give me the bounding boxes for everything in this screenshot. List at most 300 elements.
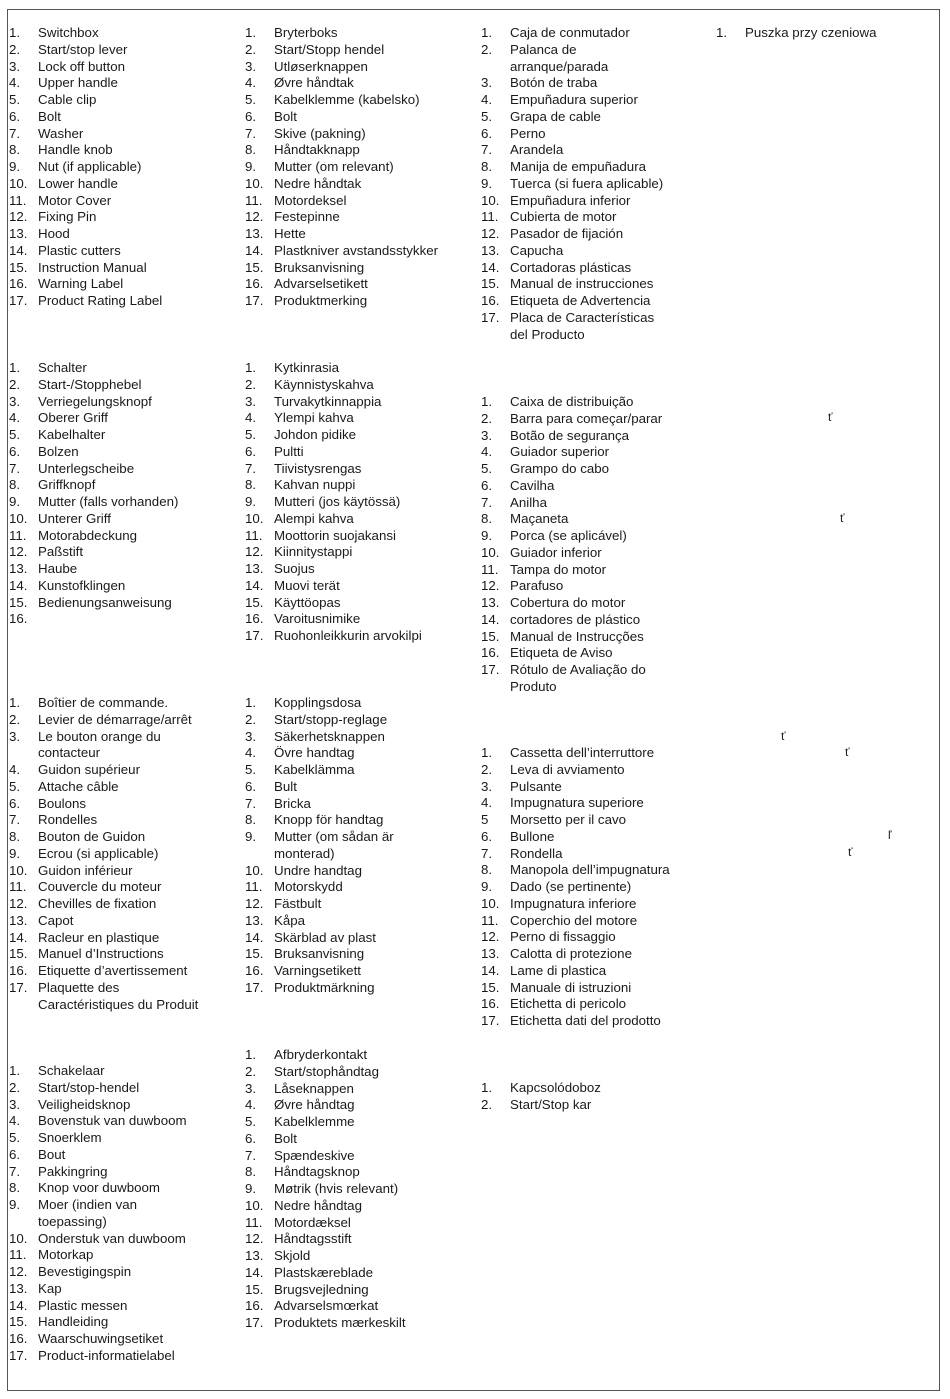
item-number: 16. [9,963,28,978]
list-item [481,612,662,629]
list-item [245,461,422,478]
list-item [9,394,178,411]
stray-mark: ť [848,845,853,859]
list-item [245,1215,406,1232]
item-number: 1. [716,25,728,40]
item-label: Handle knob [38,142,113,158]
item-label: Etichetta dati del prodotto [510,1013,661,1028]
item-label: Turvakytkinnappia [274,393,382,409]
item-number: 10. [245,510,264,526]
item-label: Bout [38,1146,66,1162]
item-number: 13. [245,226,264,241]
list-item [9,126,162,143]
item-label: Cubierta de motor [510,209,617,225]
item-number: 11. [481,561,499,577]
list-item [9,796,198,813]
item-number: 2. [245,1063,257,1079]
item-label: Motorabdeckung [38,527,138,543]
item-label: Kåpa [274,912,306,928]
item-label: Etiquette d’avertissement [38,963,188,978]
item-label: Botão de segurança [510,427,630,443]
item-label: Start/Stopp hendel [274,41,385,57]
item-number: 15. [9,946,28,962]
item-label: Manija de empuñadura [510,159,647,174]
list-item [245,1131,406,1148]
item-number: 9. [245,494,257,509]
list-item [481,745,670,762]
item-label: Plastic messen [38,1297,128,1313]
item-number: 12. [245,544,264,560]
item-label: Lame di plastica [510,962,607,978]
item-label: Caixa de distribuição [510,394,634,409]
item-label: Start/stop lever [38,41,128,57]
item-number: 12. [481,226,500,241]
list-item [481,75,663,92]
item-number: 10. [9,862,28,878]
list-item [245,176,438,193]
item-number: 15. [481,979,500,995]
item-label: Bevestigingspin [38,1264,132,1279]
item-label: Paßstift [38,544,84,560]
item-label: Leva di avviamento [510,761,625,777]
item-label: Håndtakknapp [274,142,360,158]
item-label: Bolzen [38,443,79,459]
item-label: Cobertura do motor [510,595,626,610]
item-label: Johdon pidike [274,427,357,442]
item-label: Empuñadura superior [510,92,638,107]
item-label: Mutter (om relevant) [274,159,394,174]
item-number: 7. [481,845,493,861]
item-label: Manual de Instrucções [510,628,644,644]
item-label: Perno di fissaggio [510,929,616,945]
list-item [245,1231,406,1248]
list-item [9,913,198,930]
item-label: Nedre håndtak [274,175,362,191]
item-label: Perno [510,125,546,141]
list-item [481,92,663,109]
list-item [9,729,198,746]
item-number: 8. [9,1180,21,1196]
list-item [9,477,178,494]
list-item [245,1114,406,1131]
item-label: Capucha [510,242,564,258]
item-label: Warning Label [38,276,124,292]
item-label: Moottorin suojakansi [274,527,396,543]
list-item [9,1130,187,1147]
item-number: 15. [9,1314,28,1330]
item-number: 12. [481,929,500,945]
parts-list-hungarian [481,1080,601,1114]
list-item [9,209,162,226]
item-number: 7. [245,1147,257,1163]
item-label: toepassing) [38,1213,107,1229]
item-label: Caractéristiques du Produit [38,996,199,1012]
item-number: 12. [9,209,28,225]
item-number: 2. [9,1079,21,1095]
list-item [481,595,662,612]
item-number: 13. [481,595,500,610]
list-item [9,243,162,260]
item-number: 15. [245,1281,264,1297]
item-number: 7. [9,812,21,828]
item-label: Låseknappen [274,1080,354,1096]
list-item [481,1013,670,1030]
item-number: 1. [245,25,257,40]
item-label: Calotta di protezione [510,946,632,961]
item-label: Guiador superior [510,444,610,460]
list-item [245,879,394,896]
item-number: 9. [9,845,21,861]
item-label: Snoerklem [38,1130,102,1145]
item-label: Start/Stop kar [510,1096,592,1112]
item-number: 4. [481,92,493,107]
list-item [245,1315,406,1332]
item-number: 17. [245,628,264,643]
item-label: Dado (se pertinente) [510,879,632,894]
list-item [245,126,438,143]
item-number: 9. [9,159,21,174]
item-label: Pulsante [510,778,562,794]
list-item [245,260,438,277]
list-item [245,109,438,126]
item-number: 6. [245,443,257,459]
item-label: Product Rating Label [38,293,163,308]
list-item [481,310,663,327]
item-label: Plastic cutters [38,242,121,258]
item-number: 10. [9,175,28,191]
item-label: Parafuso [510,578,564,594]
list-item [245,477,422,494]
item-number: 6. [245,1130,257,1146]
list-item [9,75,162,92]
item-number: 16. [481,645,500,661]
item-number: 11. [9,1247,27,1263]
item-label: Impugnatura inferiore [510,895,637,911]
item-label: Manopola dell’impugnatura [510,862,670,878]
list-item [9,712,198,729]
list-item [245,444,422,461]
item-number: 15. [245,259,264,275]
list-item [481,478,662,495]
item-number: 12. [245,209,264,225]
list-item [9,1180,187,1197]
item-label: Kopplingsdosa [274,695,362,710]
list-item [9,1231,187,1248]
item-label: Tiivistysrengas [274,460,362,476]
item-number: 2. [481,1096,493,1112]
list-item [481,142,663,159]
list-item [9,1147,187,1164]
item-label: Kytkinrasia [274,360,340,375]
item-label: Skive (pakning) [274,125,366,141]
item-label: Fixing Pin [38,209,97,225]
item-label: Motordeksel [274,192,347,208]
list-item [9,511,178,528]
list-item [9,42,162,59]
item-label: Bovenstuk van duwboom [38,1113,187,1129]
item-label: Cassetta dell’interruttore [510,745,655,760]
item-label: Capot [38,912,74,928]
item-label: Undre handtag [274,862,362,878]
item-number: 8. [245,812,257,828]
parts-list-english [9,25,162,310]
parts-list-spanish [481,25,663,343]
item-label: Ruohonleikkurin arvokilpi [274,628,422,643]
list-item [9,1264,187,1281]
item-number: 7. [245,125,257,141]
list-item [9,427,178,444]
list-item [716,25,877,42]
item-label: Product-informatielabel [38,1347,175,1363]
item-label: Manual de instrucciones [510,276,654,292]
item-number: 17. [245,1315,264,1330]
item-label: Suojus [274,561,315,576]
list-item [9,494,178,511]
item-label: Øvre håndtak [274,75,354,91]
item-number: 17. [245,293,264,308]
list-item [245,142,438,159]
list-item [9,226,162,243]
item-label: Pakkingring [38,1163,108,1179]
list-item [245,829,394,846]
item-label: Alempi kahva [274,510,354,526]
item-label: Guidon supérieur [38,762,141,777]
list-item [481,779,670,796]
list-item [245,360,422,377]
list-item [9,25,162,42]
item-number: 13. [9,912,28,928]
item-number: 9. [9,1197,21,1212]
item-number: 2. [481,410,493,426]
item-label: Ylempi kahva [274,410,354,426]
item-label: Start/stop-hendel [38,1079,140,1095]
list-item [245,511,422,528]
item-label: Säkerhetsknappen [274,728,385,744]
item-label: arranque/parada [510,58,609,74]
item-number: 12. [481,578,500,594]
list-item [9,544,178,561]
list-item [481,243,663,260]
list-item [245,1081,406,1098]
item-number: 16. [9,276,28,292]
list-item [9,176,162,193]
list-item [9,1314,187,1331]
item-number: 14. [245,242,264,258]
list-item [9,1113,187,1130]
item-number: 16. [9,1331,28,1346]
item-number: 5. [245,427,257,442]
list-item [9,997,198,1014]
list-item [245,59,438,76]
parts-list-portuguese [481,394,662,696]
list-item [9,779,198,796]
item-label: Skjold [274,1248,311,1263]
list-item [481,428,662,445]
item-number: 17. [481,662,500,677]
item-label: Schakelaar [38,1063,105,1078]
item-number: 16. [481,996,500,1012]
stray-mark: ť [840,511,845,525]
parts-list-danish [245,1047,406,1332]
item-label: Handleiding [38,1314,109,1330]
item-label: Placa de Características [510,309,655,325]
item-number: 1. [481,394,493,409]
list-item [245,1198,406,1215]
item-label: Levier de démarrage/arrêt [38,711,192,727]
list-item [245,1097,406,1114]
item-label: Plastskæreblade [274,1264,374,1280]
item-number: 11. [9,527,27,543]
item-label: Skärblad av plast [274,929,376,945]
item-label: Empuñadura inferior [510,192,631,208]
item-number: 3. [245,1080,257,1096]
list-item [481,679,662,696]
item-label: Start/stophåndtag [274,1063,379,1079]
stray-mark: ť [845,745,850,759]
list-item [9,1298,187,1315]
item-label: Instruction Manual [38,259,147,275]
item-number: 16. [245,276,264,292]
item-label: Porca (se aplicável) [510,528,627,543]
item-number: 8. [245,142,257,158]
item-number: 13. [245,1248,264,1263]
item-number: 1. [9,360,21,375]
item-label: Boulons [38,795,87,811]
item-number: 5. [9,427,21,442]
item-label: Spændeskive [274,1147,355,1163]
list-item [481,209,663,226]
item-number: 14. [9,929,28,945]
item-label: Unterer Griff [38,510,111,526]
item-number: 7. [481,142,493,158]
item-number: 15. [481,628,500,644]
item-number: 6. [245,778,257,794]
item-label: Guidon inférieur [38,862,133,878]
list-item [245,1248,406,1265]
item-label: Nut (if applicable) [38,159,142,174]
item-label: del Producto [510,326,585,342]
item-label: Hette [274,226,306,241]
item-number: 6. [245,108,257,124]
item-label: Washer [38,125,84,141]
list-item [245,946,394,963]
list-item [481,762,670,779]
item-label: Veiligheidsknop [38,1096,131,1112]
item-label: Puszka przy czeniowa [745,25,877,40]
item-label: Guiador inferior [510,544,602,560]
item-number: 6. [481,828,493,844]
list-item [9,595,178,612]
item-number: 12. [9,1264,28,1279]
item-number: 17. [481,309,500,325]
item-label: Kunstofklingen [38,577,126,593]
list-item [245,494,422,511]
item-number: 14. [9,1297,28,1313]
list-item [245,1282,406,1299]
item-number: 15. [245,594,264,610]
item-number: 10. [481,192,500,208]
item-number: 11. [245,192,263,208]
list-item [481,946,670,963]
item-number: 2. [9,711,21,727]
item-number: 4. [245,745,257,761]
item-number: 7. [245,795,257,811]
item-number: 4. [9,410,21,426]
parts-list-italian [481,745,670,1030]
item-number: 17. [9,1347,28,1363]
list-item [9,1063,187,1080]
item-number: 8. [9,142,21,158]
item-label: Mutter (falls vorhanden) [38,494,179,509]
item-label: Bruksanvisning [274,946,365,962]
list-item [245,1148,406,1165]
list-item [9,695,198,712]
list-item [245,42,438,59]
item-number: 7. [245,460,257,476]
list-item [245,159,438,176]
item-number: 5. [245,92,257,107]
item-label: Couvercle du moteur [38,879,162,895]
list-item [481,562,662,579]
list-item [9,360,178,377]
item-number: 14. [481,611,500,627]
item-number: 17. [9,979,28,995]
item-label: monterad) [274,845,335,861]
list-item [9,293,162,310]
item-label: Boîtier de commande. [38,695,169,710]
list-item [9,1348,187,1365]
item-number: 4. [245,75,257,91]
item-label: Ecrou (si applicable) [38,845,159,861]
item-number: 5. [245,762,257,777]
item-label: cortadores de plástico [510,611,641,627]
item-label: Övre handtag [274,745,355,761]
item-label: Start/stopp-reglage [274,711,388,727]
parts-list-german [9,360,178,628]
item-number: 3. [9,58,21,74]
item-label: Schalter [38,360,87,375]
stray-mark: ť [828,410,833,424]
item-label: Knop voor duwboom [38,1180,160,1196]
list-item [481,528,662,545]
item-number: 3. [245,58,257,74]
item-number: 10. [481,895,500,911]
item-label: Cable clip [38,92,97,107]
list-item [481,795,670,812]
list-item [9,1214,187,1231]
list-item [9,444,178,461]
item-number: 10. [9,510,28,526]
item-label: Barra para começar/parar [510,410,663,426]
item-label: Verriegelungsknopf [38,393,152,409]
item-label: Nedre håndtag [274,1197,362,1213]
list-item [9,930,198,947]
item-number: 7. [9,460,21,476]
item-number: 13. [9,226,28,241]
item-number: 9. [245,159,257,174]
list-item [481,394,662,411]
item-number: 4. [245,410,257,426]
list-item [9,410,178,427]
item-label: Muovi terät [274,577,340,593]
item-label: Caja de conmutador [510,25,630,40]
item-label: Produktmärkning [274,979,375,995]
item-number: 5. [9,92,21,107]
item-label: Rondelles [38,812,98,828]
parts-list-dutch [9,1063,187,1365]
item-number: 13. [481,242,500,258]
item-number: 14. [245,1264,264,1280]
